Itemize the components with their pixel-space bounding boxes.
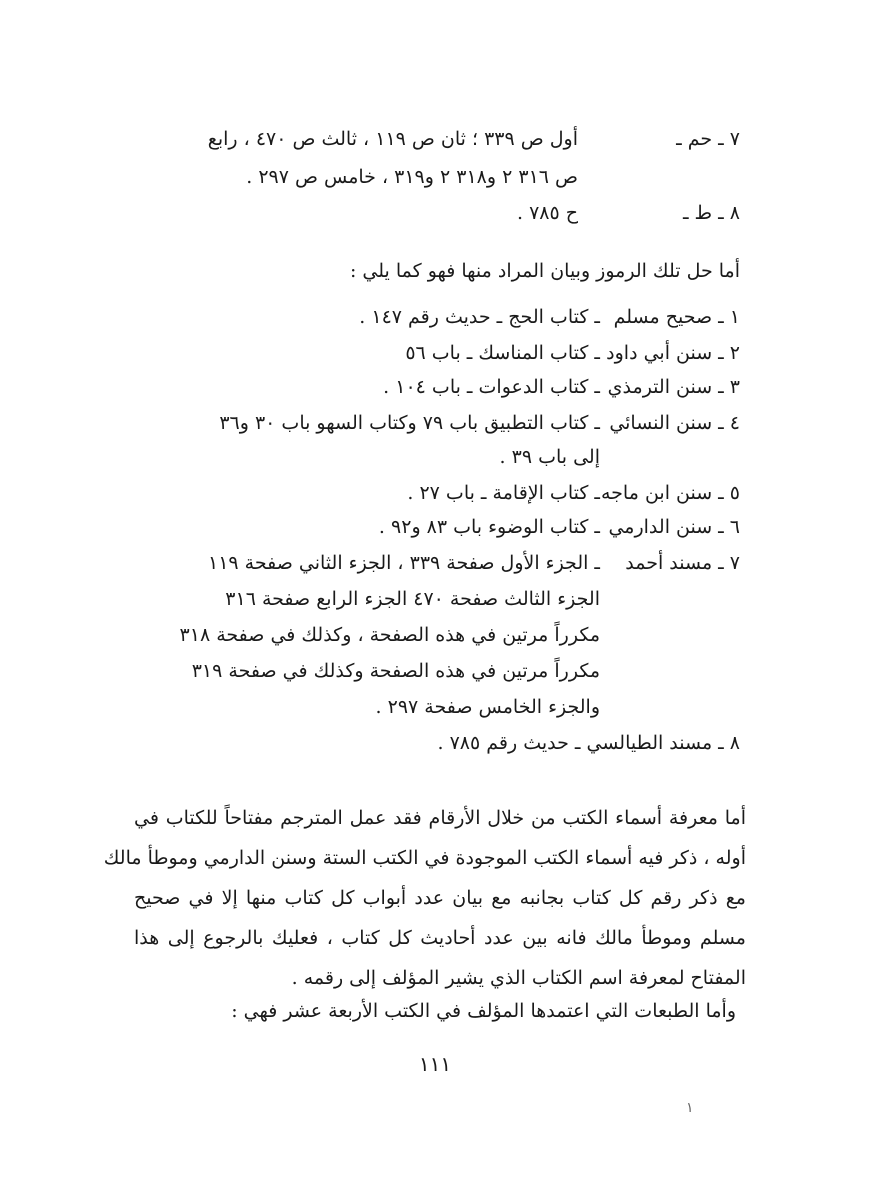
source-detail: ـ كتاب التطبيق باب ٧٩ وكتاب السهو باب ٣٠ و٣٦ [219, 412, 600, 434]
source-detail: مكرراً مرتين في هذه الصفحة وكذلك في صفحة ٣١٩ [191, 660, 600, 682]
source-label: ٨ ـ مسند الطيالسي ـ حديث رقم ٧٨٥ . [437, 732, 740, 754]
source-detail: ـ الجزء الأول صفحة ٣٣٩ ، الجزء الثاني صفحة ١١٩ [207, 552, 600, 574]
body-paragraph [103, 798, 746, 998]
source-detail: ـ كتاب الإقامة ـ باب ٢٧ . [407, 482, 600, 504]
source-label: ٧ ـ مسند أحمد [625, 552, 740, 574]
source-detail: ـ كتاب الوضوء باب ٨٣ و٩٢ . [378, 516, 600, 538]
body-paragraph-2: وأما الطبعات التي اعتمدها المؤلف في الكتب الأربعة عشر فهي : [231, 1000, 736, 1022]
paragraph-line: المفتاح لمعرفة اسم الكتاب الذي يشير المؤلف إلى رقمه . [291, 967, 746, 989]
source-detail: والجزء الخامس صفحة ٢٩٧ . [375, 696, 600, 718]
source-label: ١ ـ صحيح مسلم [613, 306, 740, 328]
paragraph-line: أوله ، ذكر فيه أسماء الكتب الموجودة في الكتب الستة وسنن الدارمي وموطأ مالك [103, 847, 746, 869]
source-detail: ـ كتاب الدعوات ـ باب ١٠٤ . [383, 376, 600, 398]
abbrev-line: أول ص ٣٣٩ ؛ ثان ص ١١٩ ، ثالث ص ٤٧٠ ، رابع [207, 128, 578, 150]
source-label: ٥ ـ سنن ابن ماجه [601, 482, 740, 504]
page-number: ١١١ [418, 1052, 452, 1076]
abbrev-line: ص ٣١٦ ٢ و٣١٨ ٢ و٣١٩ ، خامس ص ٢٩٧ . [246, 166, 578, 188]
corner-mark: ١ [686, 1100, 694, 1116]
abbrev-line: ح ٧٨٥ . [516, 202, 578, 224]
source-detail: إلى باب ٣٩ . [499, 446, 600, 468]
paragraph-line: مع ذكر رقم كل كتاب بجانبه مع بيان عدد أبواب كل كتاب منها إلا في صحيح [134, 887, 746, 909]
source-label: ٣ ـ سنن الترمذي [607, 376, 740, 398]
section-intro: أما حل تلك الرموز وبيان المراد منها فهو كما يلي : [349, 260, 740, 282]
abbrev-label-8: ٨ ـ ط ـ [682, 202, 740, 224]
source-detail: ـ كتاب المناسك ـ باب ٥٦ [405, 342, 600, 364]
source-label: ٦ ـ سنن الدارمي [608, 516, 740, 538]
paragraph-line: أما معرفة أسماء الكتب من خلال الأرقام فقد عمل المترجم مفتاحاً للكتاب في [134, 807, 746, 829]
source-label: ٤ ـ سنن النسائي [609, 412, 740, 434]
source-detail: مكرراً مرتين في هذه الصفحة ، وكذلك في صفحة ٣١٨ [179, 624, 600, 646]
source-label: ٢ ـ سنن أبي داود [606, 342, 740, 364]
source-detail: الجزء الثالث صفحة ٤٧٠ الجزء الرابع صفحة ٣١٦ [225, 588, 600, 610]
paragraph-line: مسلم وموطأ مالك فانه بين عدد أحاديث كل كتاب ، فعليك بالرجوع إلى هذا [134, 927, 746, 949]
abbrev-label-7: ٧ ـ حم ـ [676, 128, 740, 150]
source-detail: ـ كتاب الحج ـ حديث رقم ١٤٧ . [359, 306, 600, 328]
